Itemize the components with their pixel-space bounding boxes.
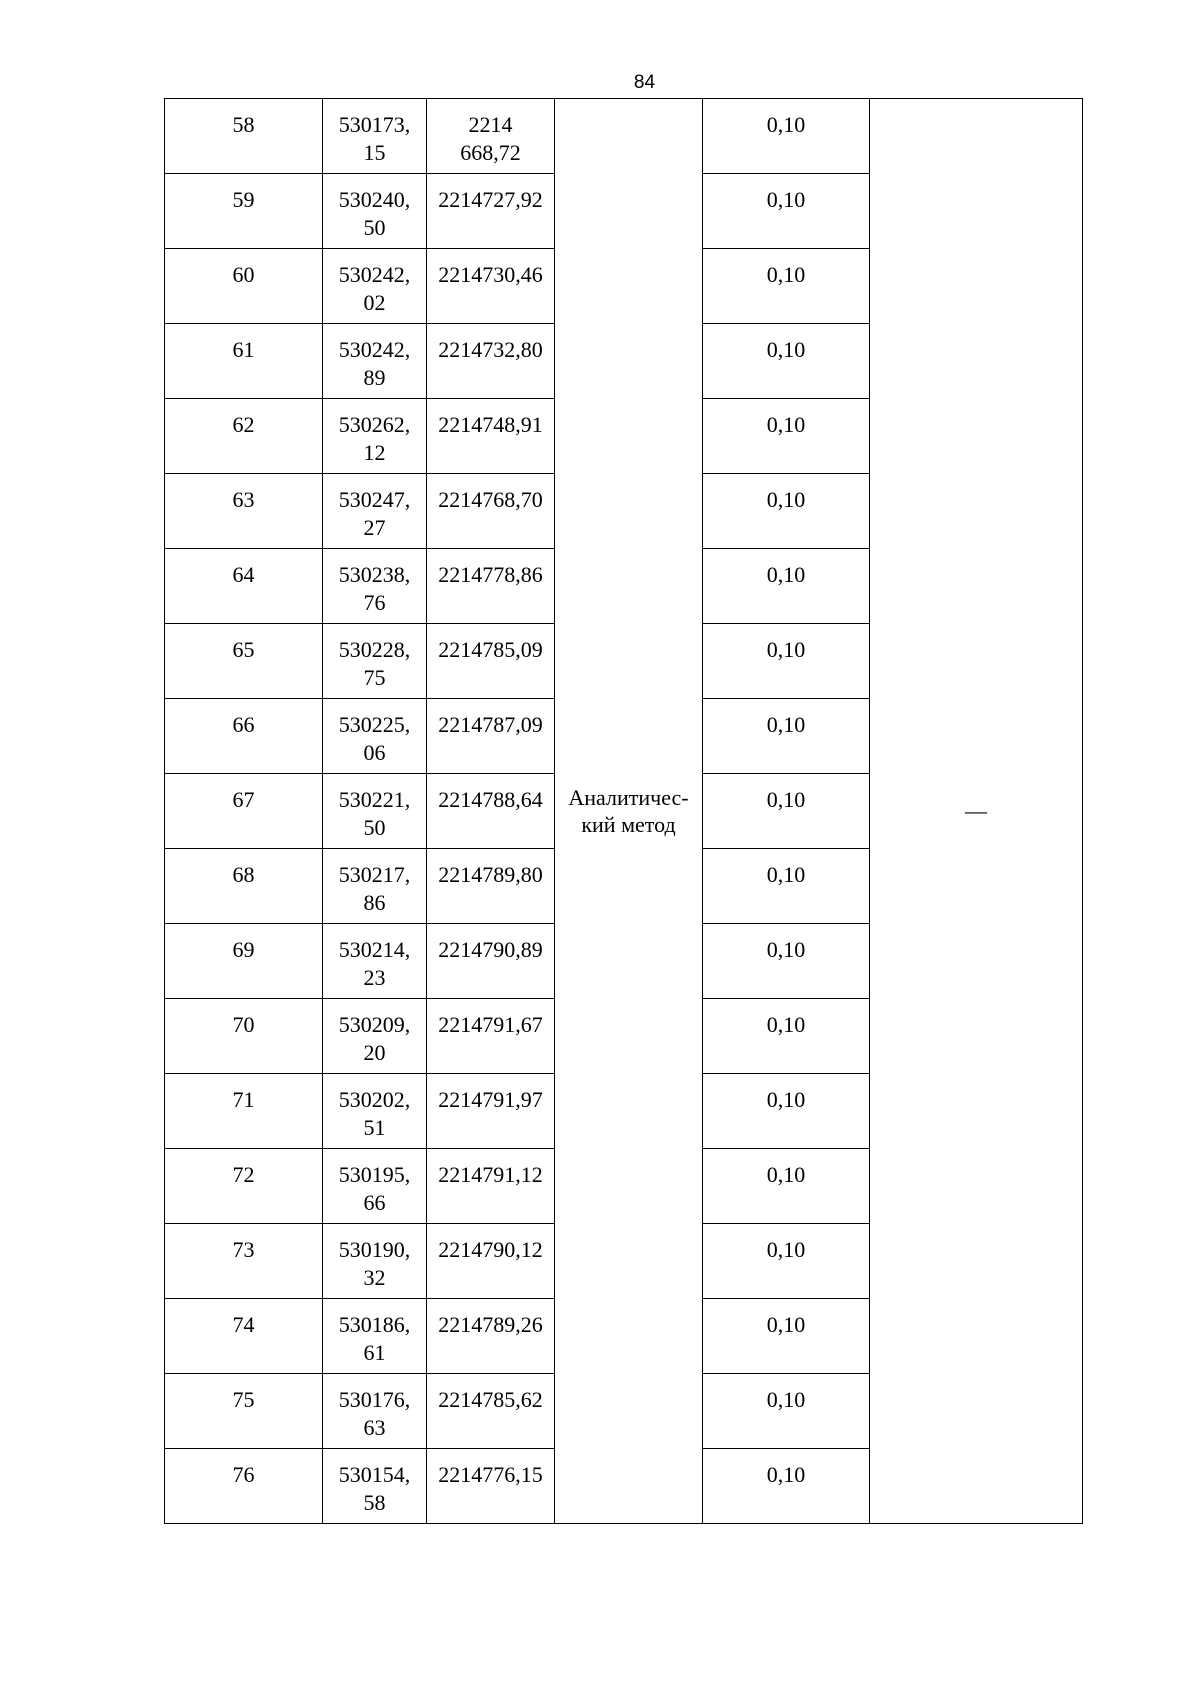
method-cell: Аналитичес- кий метод — [555, 99, 703, 1524]
y-coordinate-cell: 2214789,80 — [427, 849, 555, 924]
point-number-cell: 59 — [165, 174, 323, 249]
accuracy-cell: 0,10 — [703, 774, 870, 849]
y-coordinate-cell: 2214732,80 — [427, 324, 555, 399]
accuracy-cell: 0,10 — [703, 1149, 870, 1224]
x-coordinate-cell: 530240, 50 — [323, 174, 427, 249]
accuracy-cell: 0,10 — [703, 249, 870, 324]
accuracy-cell: 0,10 — [703, 1374, 870, 1449]
x-coordinate-cell: 530225, 06 — [323, 699, 427, 774]
accuracy-cell: 0,10 — [703, 924, 870, 999]
x-coordinate-cell: 530221, 50 — [323, 774, 427, 849]
x-coordinate-cell: 530202, 51 — [323, 1074, 427, 1149]
y-coordinate-cell: 2214788,64 — [427, 774, 555, 849]
y-coordinate-cell: 2214748,91 — [427, 399, 555, 474]
point-number-cell: 66 — [165, 699, 323, 774]
point-number-cell: 65 — [165, 624, 323, 699]
coordinates-table-container — [164, 98, 1083, 1524]
accuracy-cell: 0,10 — [703, 549, 870, 624]
point-number-cell: 64 — [165, 549, 323, 624]
point-number-cell: 76 — [165, 1449, 323, 1524]
page-number: 84 — [633, 72, 656, 93]
y-coordinate-cell: 2214785,62 — [427, 1374, 555, 1449]
y-coordinate-cell: 2214730,46 — [427, 249, 555, 324]
x-coordinate-cell: 530176, 63 — [323, 1374, 427, 1449]
point-number-cell: 74 — [165, 1299, 323, 1374]
table-row — [165, 99, 1083, 174]
point-number-cell: 60 — [165, 249, 323, 324]
y-coordinate-cell: 2214790,89 — [427, 924, 555, 999]
coordinates-table — [164, 98, 1083, 1524]
x-coordinate-cell: 530173, 15 — [323, 99, 427, 174]
y-coordinate-cell: 2214776,15 — [427, 1449, 555, 1524]
x-coordinate-cell: 530186, 61 — [323, 1299, 427, 1374]
x-coordinate-cell: 530228, 75 — [323, 624, 427, 699]
accuracy-cell: 0,10 — [703, 1074, 870, 1149]
accuracy-cell: 0,10 — [703, 174, 870, 249]
x-coordinate-cell: 530242, 89 — [323, 324, 427, 399]
y-coordinate-cell: 2214785,09 — [427, 624, 555, 699]
x-coordinate-cell: 530242, 02 — [323, 249, 427, 324]
accuracy-cell: 0,10 — [703, 624, 870, 699]
x-coordinate-cell: 530217, 86 — [323, 849, 427, 924]
accuracy-cell: 0,10 — [703, 474, 870, 549]
x-coordinate-cell: 530190, 32 — [323, 1224, 427, 1299]
y-coordinate-cell: 2214768,70 — [427, 474, 555, 549]
point-number-cell: 63 — [165, 474, 323, 549]
x-coordinate-cell: 530262, 12 — [323, 399, 427, 474]
point-number-cell: 58 — [165, 99, 323, 174]
point-number-cell: 68 — [165, 849, 323, 924]
x-coordinate-cell: 530214, 23 — [323, 924, 427, 999]
accuracy-cell: 0,10 — [703, 1299, 870, 1374]
x-coordinate-cell: 530247, 27 — [323, 474, 427, 549]
y-coordinate-cell: 2214778,86 — [427, 549, 555, 624]
y-coordinate-cell: 2214790,12 — [427, 1224, 555, 1299]
y-coordinate-cell: 2214 668,72 — [427, 99, 555, 174]
y-coordinate-cell: 2214791,12 — [427, 1149, 555, 1224]
y-coordinate-cell: 2214727,92 — [427, 174, 555, 249]
last-column-cell: — — [870, 99, 1083, 1524]
point-number-cell: 69 — [165, 924, 323, 999]
x-coordinate-cell: 530209, 20 — [323, 999, 427, 1074]
x-coordinate-cell: 530238, 76 — [323, 549, 427, 624]
y-coordinate-cell: 2214789,26 — [427, 1299, 555, 1374]
accuracy-cell: 0,10 — [703, 399, 870, 474]
y-coordinate-cell: 2214787,09 — [427, 699, 555, 774]
point-number-cell: 75 — [165, 1374, 323, 1449]
point-number-cell: 73 — [165, 1224, 323, 1299]
accuracy-cell: 0,10 — [703, 99, 870, 174]
accuracy-cell: 0,10 — [703, 999, 870, 1074]
point-number-cell: 71 — [165, 1074, 323, 1149]
x-coordinate-cell: 530154, 58 — [323, 1449, 427, 1524]
accuracy-cell: 0,10 — [703, 849, 870, 924]
accuracy-cell: 0,10 — [703, 699, 870, 774]
point-number-cell: 72 — [165, 1149, 323, 1224]
y-coordinate-cell: 2214791,67 — [427, 999, 555, 1074]
accuracy-cell: 0,10 — [703, 1224, 870, 1299]
point-number-cell: 61 — [165, 324, 323, 399]
table-body — [165, 99, 1083, 1524]
x-coordinate-cell: 530195, 66 — [323, 1149, 427, 1224]
point-number-cell: 70 — [165, 999, 323, 1074]
point-number-cell: 67 — [165, 774, 323, 849]
point-number-cell: 62 — [165, 399, 323, 474]
y-coordinate-cell: 2214791,97 — [427, 1074, 555, 1149]
accuracy-cell: 0,10 — [703, 324, 870, 399]
accuracy-cell: 0,10 — [703, 1449, 870, 1524]
